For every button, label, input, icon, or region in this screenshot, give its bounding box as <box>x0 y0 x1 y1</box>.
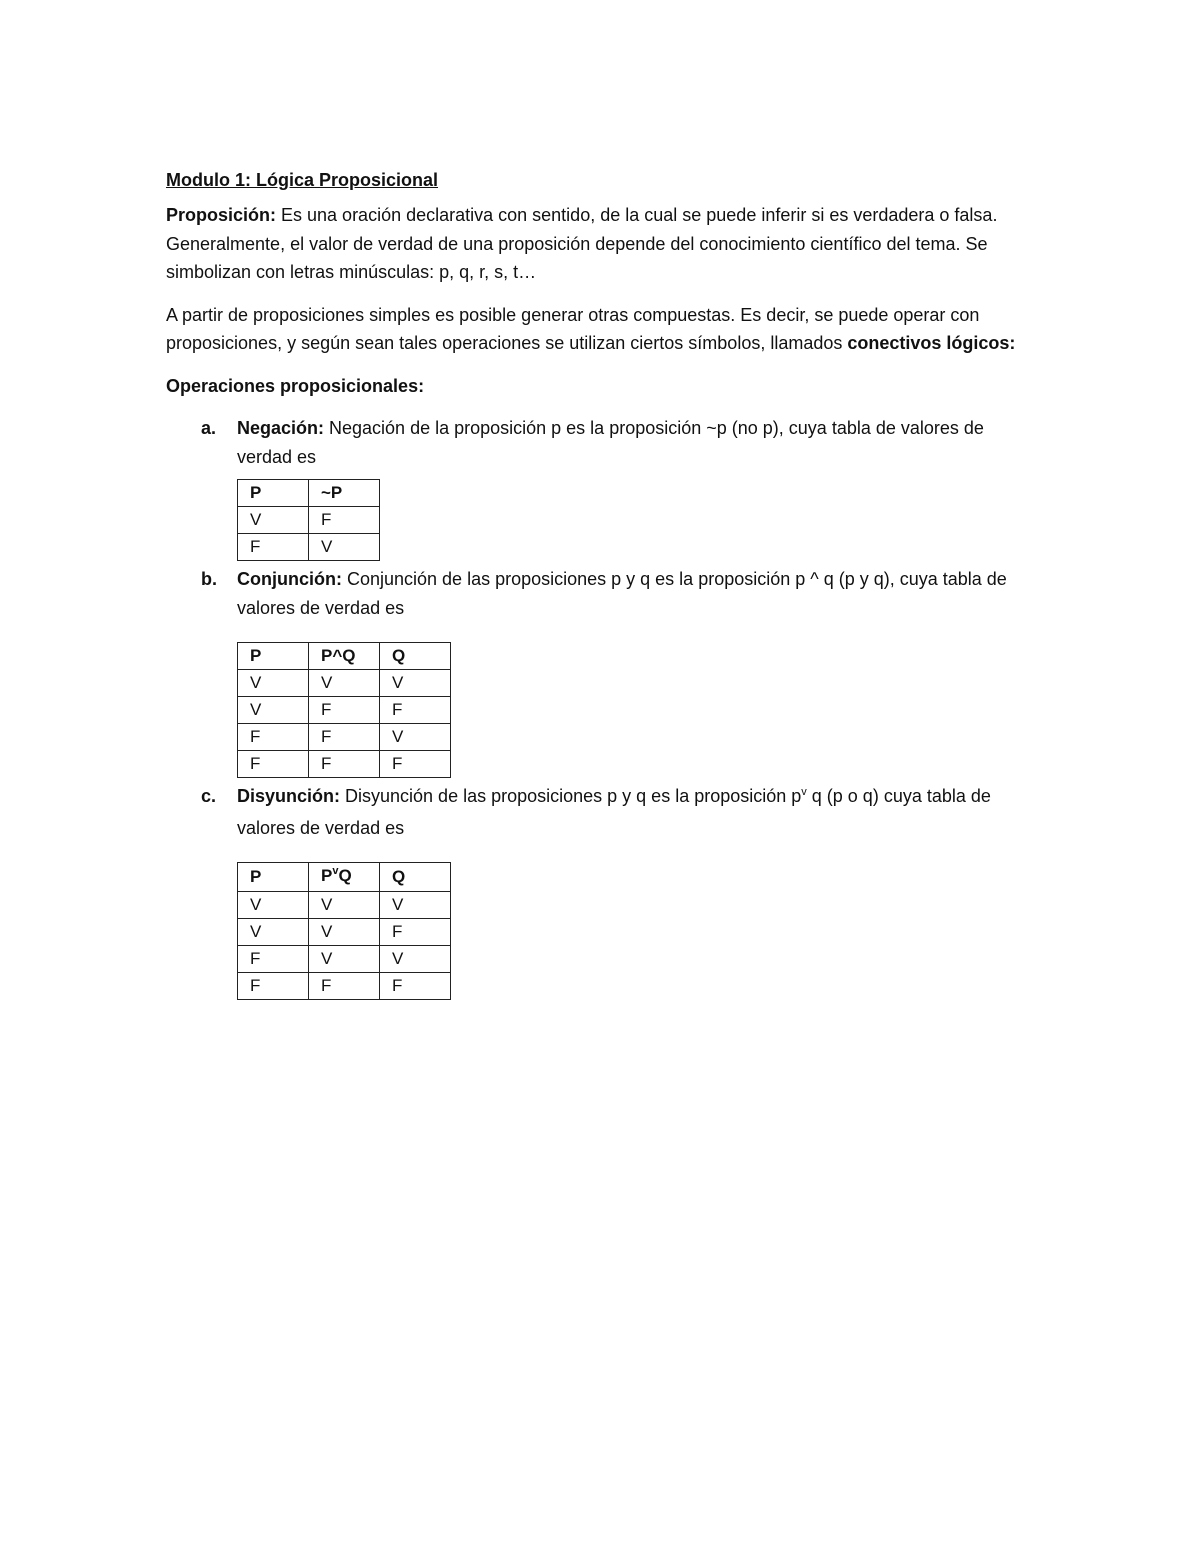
table-header-row <box>238 863 451 892</box>
disjunction-text: Disyunción de las proposiciones p y q es la proposición p <box>340 786 802 806</box>
table-cell: F <box>309 724 380 751</box>
table-row <box>238 534 380 561</box>
table-row <box>238 919 451 946</box>
definition-paragraph <box>166 201 1026 287</box>
table-cell: V <box>380 946 451 973</box>
table-header-cell: Q <box>380 643 451 670</box>
disjunction-term: Disyunción: <box>237 786 341 806</box>
table-cell: F <box>309 507 380 534</box>
table-row <box>238 670 451 697</box>
negation-text: Negación de la proposición p es la proposición ~p (no p), cuya tabla de valores de verdad es <box>237 418 984 467</box>
compound-text: A partir de proposiciones simples es posible generar otras compuestas. Es decir, se puede operar con proposiciones, y según sean tales operaciones se utilizan ciertos símbolos, llamados <box>166 304 980 353</box>
table-cell: F <box>238 724 309 751</box>
compound-paragraph <box>166 301 1026 358</box>
table-cell: F <box>380 973 451 1000</box>
disjunction-symbol: v <box>801 786 807 798</box>
table-row <box>238 507 380 534</box>
table-cell: V <box>238 507 309 534</box>
table-header-cell <box>309 863 380 892</box>
table-cell: V <box>380 724 451 751</box>
table-cell: V <box>238 670 309 697</box>
header-q-label: Q <box>338 866 352 885</box>
negation-term: Negación: <box>237 418 325 438</box>
connectives-colon: : <box>1009 333 1016 353</box>
table-cell: F <box>309 751 380 778</box>
table-header-cell: Q <box>380 863 451 892</box>
list-marker-c: c. <box>201 786 217 806</box>
table-row <box>238 892 451 919</box>
table-cell: F <box>238 946 309 973</box>
table-cell: V <box>309 892 380 919</box>
list-marker-b: b. <box>201 569 217 589</box>
operation-disjunction <box>166 782 1026 1000</box>
disjunction-truth-table <box>237 862 451 1000</box>
table-cell: V <box>309 946 380 973</box>
table-cell: V <box>238 892 309 919</box>
table-header-cell: ~P <box>309 480 380 507</box>
table-header-cell: P^Q <box>309 643 380 670</box>
table-row <box>238 946 451 973</box>
table-header-cell: P <box>238 863 309 892</box>
table-cell: F <box>380 751 451 778</box>
table-cell: F <box>309 973 380 1000</box>
conjunction-term: Conjunción: <box>237 569 342 589</box>
definition-text: Es una oración declarativa con sentido, de la cual se puede inferir si es verdadera o falsa. Generalmente, el valor de verdad de una proposición depende del conocimiento científico del tema. Se simbolizan con letras minúsculas: p, q, r, s, t… <box>166 205 998 282</box>
conjunction-text: Conjunción de las proposiciones p y q es la proposición p ^ q (p y q), cuya tabla de valores de verdad es <box>237 569 1007 618</box>
operation-negation <box>166 414 1026 561</box>
page-title: Modulo 1: Lógica Proposicional <box>166 170 439 190</box>
negation-truth-table <box>237 479 380 561</box>
table-cell: F <box>238 973 309 1000</box>
table-header-cell: P <box>238 480 309 507</box>
list-marker-a: a. <box>201 418 217 438</box>
table-cell: F <box>380 697 451 724</box>
table-cell: V <box>309 919 380 946</box>
conjunction-truth-table <box>237 642 451 778</box>
operation-conjunction <box>166 565 1026 778</box>
header-or-symbol: v <box>332 865 339 877</box>
table-cell: V <box>380 670 451 697</box>
table-cell: V <box>309 534 380 561</box>
table-row <box>238 697 451 724</box>
table-cell: F <box>238 751 309 778</box>
negation-paragraph <box>237 414 1026 471</box>
table-cell: F <box>238 534 309 561</box>
table-cell: V <box>238 919 309 946</box>
document-page <box>166 165 1026 1000</box>
operations-heading: Operaciones proposicionales: <box>166 375 425 396</box>
table-cell: F <box>309 697 380 724</box>
table-header-row <box>238 480 380 507</box>
table-header-cell: P <box>238 643 309 670</box>
header-p-label: P <box>321 866 333 885</box>
table-cell: F <box>380 919 451 946</box>
conjunction-paragraph <box>237 565 1026 622</box>
table-row <box>238 724 451 751</box>
table-row <box>238 973 451 1000</box>
disjunction-paragraph <box>237 782 1026 842</box>
table-row <box>238 751 451 778</box>
table-cell: V <box>238 697 309 724</box>
definition-term: Proposición: <box>166 205 277 225</box>
disjunction-text-after: q (p o q) cuya tabla de valores de verdad es <box>237 786 991 838</box>
table-cell: V <box>309 670 380 697</box>
connectives-term: conectivos lógicos <box>847 333 1010 353</box>
table-header-row <box>238 643 451 670</box>
table-cell: V <box>380 892 451 919</box>
